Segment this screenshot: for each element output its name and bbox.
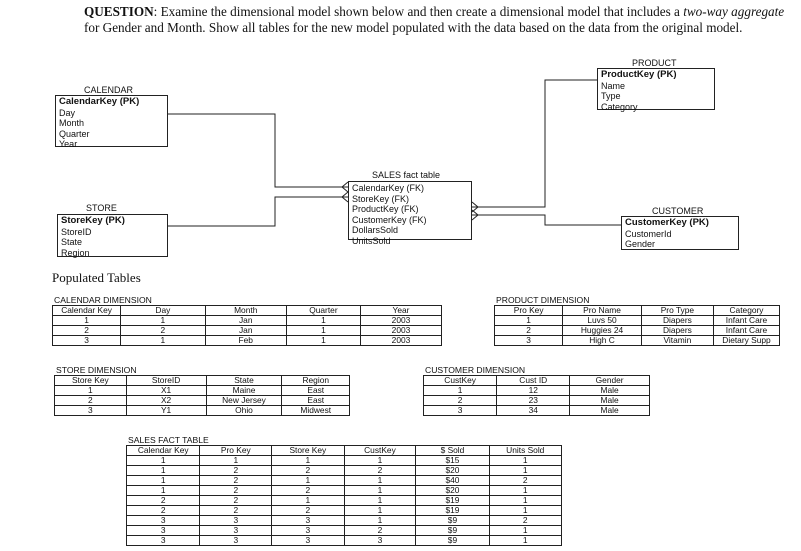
table-header: Month (205, 306, 286, 316)
table-header: CustKey (424, 376, 497, 386)
store-entity-title: STORE (86, 203, 117, 213)
calendar-field: Day (59, 107, 76, 118)
table-cell: 2 (127, 496, 200, 506)
table-row (53, 316, 442, 326)
table-cell: 1 (344, 496, 416, 506)
table-header: Pro Key (200, 446, 272, 456)
table-row (127, 506, 562, 516)
sales-entity (348, 181, 472, 246)
table-cell: 1 (127, 476, 200, 486)
table-cell: 1 (286, 336, 360, 346)
table-cell: 3 (200, 536, 272, 546)
store-field: State (61, 237, 83, 247)
sales-field: StoreKey (FK) (352, 193, 410, 204)
table-header: Calendar Key (127, 446, 200, 456)
table-cell: 3 (127, 536, 200, 546)
table-header: CustKey (344, 446, 416, 456)
table-cell: 3 (424, 406, 497, 416)
table-cell: $9 (416, 516, 489, 526)
question-italic-term: two-way aggregate (683, 4, 785, 19)
table-cell: High C (563, 336, 641, 346)
table-cell: 2003 (361, 316, 442, 326)
table-row (127, 516, 562, 526)
table-cell: 1 (489, 466, 561, 476)
sales-field: ProductKey (FK) (352, 204, 419, 214)
customer-entity (621, 216, 739, 250)
table-row (55, 396, 350, 406)
table-header: Pro Name (563, 306, 641, 316)
table-cell: 1 (489, 536, 561, 546)
customer-table-caption: CUSTOMER DIMENSION (425, 365, 526, 375)
table-cell: 3 (344, 536, 416, 546)
table-cell: 23 (497, 396, 570, 406)
question-text-part2: for Gender and Month. Show all tables for the new model populated with the data based on the data from the original model. (84, 20, 743, 35)
product-field: Type (601, 91, 621, 101)
table-cell: 2 (272, 486, 344, 496)
table-header: Category (714, 306, 780, 316)
question-label: QUESTION (84, 4, 154, 19)
calendar-pk: CalendarKey (PK) (59, 96, 140, 107)
table-cell: 1 (121, 336, 205, 346)
table-cell: 2 (200, 506, 272, 516)
sales-fact-table (126, 445, 562, 546)
table-cell: 2 (344, 466, 416, 476)
table-cell: 2 (121, 326, 205, 336)
table-row (127, 486, 562, 496)
table-row (127, 476, 562, 486)
table-cell: $19 (416, 506, 489, 516)
table-cell: 3 (272, 536, 344, 546)
sales-table-caption: SALES FACT TABLE (128, 435, 209, 445)
table-cell: Y1 (126, 406, 206, 416)
table-cell: X2 (126, 396, 206, 406)
table-row (495, 336, 780, 346)
table-row (127, 456, 562, 466)
table-cell: 1 (127, 466, 200, 476)
table-header: Store Key (55, 376, 127, 386)
table-cell: 1 (344, 486, 416, 496)
table-row (127, 466, 562, 476)
table-cell: Feb (205, 336, 286, 346)
table-cell: 1 (344, 476, 416, 486)
table-cell: 1 (127, 486, 200, 496)
table-row (55, 386, 350, 396)
table-cell: 2 (55, 396, 127, 406)
table-cell: 2 (272, 506, 344, 516)
store-dimension-table (54, 375, 350, 416)
customer-field: Gender (625, 239, 656, 249)
table-row (127, 526, 562, 536)
table-cell: 2 (344, 526, 416, 536)
table-cell: 3 (200, 516, 272, 526)
store-table-caption: STORE DIMENSION (56, 365, 137, 375)
product-table-caption: PRODUCT DIMENSION (496, 295, 590, 305)
table-cell: 1 (489, 506, 561, 516)
calendar-entity (55, 95, 168, 147)
table-cell: 12 (497, 386, 570, 396)
table-cell: 2 (424, 396, 497, 406)
calendar-table-caption: CALENDAR DIMENSION (54, 295, 152, 305)
sales-field: UnitsSold (352, 235, 391, 246)
table-cell: 1 (200, 456, 272, 466)
table-header: State (206, 376, 282, 386)
store-field: StoreID (61, 226, 92, 237)
customer-entity-title: CUSTOMER (652, 206, 704, 216)
table-cell: 2003 (361, 326, 442, 336)
table-cell: East (282, 396, 350, 406)
product-entity (597, 68, 715, 110)
product-entity-title: PRODUCT (632, 58, 677, 68)
table-cell: Infant Care (714, 326, 780, 336)
question-text-part1: : Examine the dimensional model shown below and then create a dimensional model that includes a (153, 4, 680, 19)
table-cell: $20 (416, 486, 489, 496)
table-cell: 2 (489, 516, 561, 526)
table-cell: 2 (495, 326, 563, 336)
table-cell: 1 (344, 516, 416, 526)
populated-tables-heading: Populated Tables (52, 270, 141, 285)
calendar-dimension-table (52, 305, 442, 346)
table-cell: Diapers (641, 316, 713, 326)
table-cell: $19 (416, 496, 489, 506)
table-cell: Diapers (641, 326, 713, 336)
table-cell: $9 (416, 526, 489, 536)
table-cell: 1 (286, 326, 360, 336)
table-header: Quarter (286, 306, 360, 316)
table-cell: 2003 (361, 336, 442, 346)
table-cell: 2 (200, 496, 272, 506)
table-cell: 1 (55, 386, 127, 396)
product-field: Name (601, 80, 626, 91)
table-cell: 1 (489, 496, 561, 506)
table-header: Day (121, 306, 205, 316)
table-cell: 1 (344, 456, 416, 466)
table-cell: 3 (272, 526, 344, 536)
table-cell: Huggies 24 (563, 326, 641, 336)
table-cell: 1 (424, 386, 497, 396)
table-header: Cust ID (497, 376, 570, 386)
table-cell: Dietary Supp (714, 336, 780, 346)
table-header: Pro Key (495, 306, 563, 316)
table-header: Pro Type (641, 306, 713, 316)
table-cell: 1 (495, 316, 563, 326)
table-header: Calendar Key (53, 306, 121, 316)
table-header: Units Sold (489, 446, 561, 456)
table-cell: 1 (53, 316, 121, 326)
calendar-field: Quarter (59, 128, 90, 139)
table-cell: New Jersey (206, 396, 282, 406)
table-cell: 1 (489, 486, 561, 496)
table-cell: 1 (272, 496, 344, 506)
table-cell: 34 (497, 406, 570, 416)
connector-calendar-sales (168, 114, 348, 187)
table-header: $ Sold (416, 446, 489, 456)
connector-customer-sales (472, 215, 621, 225)
table-cell: Jan (205, 326, 286, 336)
table-cell: 3 (55, 406, 127, 416)
product-dimension-table (494, 305, 780, 346)
table-cell: 1 (272, 476, 344, 486)
product-pk: ProductKey (PK) (601, 69, 677, 80)
table-cell: East (282, 386, 350, 396)
table-cell: 2 (489, 476, 561, 486)
product-field: Category (601, 101, 638, 112)
table-header: StoreID (126, 376, 206, 386)
table-cell: 2 (272, 466, 344, 476)
table-cell: Ohio (206, 406, 282, 416)
table-cell: 2 (200, 486, 272, 496)
connector-product-sales (472, 80, 597, 207)
table-cell: Jan (205, 316, 286, 326)
table-header: Gender (570, 376, 650, 386)
table-row (127, 496, 562, 506)
sales-entity-title: SALES fact table (372, 170, 441, 180)
table-cell: 3 (127, 516, 200, 526)
store-entity (57, 214, 168, 257)
table-header: Year (361, 306, 442, 316)
sales-field: DollarsSold (352, 225, 399, 235)
table-row (53, 326, 442, 336)
table-row (424, 406, 650, 416)
table-cell: 3 (200, 526, 272, 536)
sales-field: CustomerKey (FK) (352, 214, 427, 225)
table-cell: Vitamin (641, 336, 713, 346)
table-row (424, 396, 650, 406)
calendar-field: Month (59, 118, 85, 128)
table-cell: Male (570, 396, 650, 406)
table-header: Store Key (272, 446, 344, 456)
table-cell: 1 (127, 456, 200, 466)
calendar-entity-title: CALENDAR (84, 85, 134, 95)
connector-store-sales (168, 197, 348, 226)
table-cell: Luvs 50 (563, 316, 641, 326)
table-cell: Male (570, 406, 650, 416)
table-cell: $9 (416, 536, 489, 546)
table-cell: Maine (206, 386, 282, 396)
table-header: Region (282, 376, 350, 386)
table-cell: 1 (344, 506, 416, 516)
calendar-field: Year (59, 139, 78, 149)
table-cell: 2 (200, 466, 272, 476)
table-cell: Infant Care (714, 316, 780, 326)
table-cell: 3 (272, 516, 344, 526)
table-cell: $20 (416, 466, 489, 476)
customer-field: CustomerId (625, 228, 672, 239)
store-field: Region (61, 247, 90, 258)
sales-field: CalendarKey (FK) (352, 183, 425, 193)
table-row (495, 326, 780, 336)
table-cell: 1 (489, 526, 561, 536)
table-cell: 1 (489, 456, 561, 466)
table-cell: 1 (121, 316, 205, 326)
table-cell: Male (570, 386, 650, 396)
customer-pk: CustomerKey (PK) (625, 217, 709, 228)
table-cell: 3 (53, 336, 121, 346)
table-cell: $40 (416, 476, 489, 486)
table-cell: Midwest (282, 406, 350, 416)
table-cell: 2 (200, 476, 272, 486)
table-cell: 3 (495, 336, 563, 346)
store-pk: StoreKey (PK) (61, 215, 125, 226)
table-cell: X1 (126, 386, 206, 396)
customer-dimension-table (423, 375, 650, 416)
table-row (53, 336, 442, 346)
table-row (55, 406, 350, 416)
table-cell: $15 (416, 456, 489, 466)
table-cell: 1 (272, 456, 344, 466)
table-row (495, 316, 780, 326)
table-row (424, 386, 650, 396)
table-cell: 2 (127, 506, 200, 516)
table-cell: 2 (53, 326, 121, 336)
table-row (127, 536, 562, 546)
table-cell: 1 (286, 316, 360, 326)
table-cell: 3 (127, 526, 200, 536)
